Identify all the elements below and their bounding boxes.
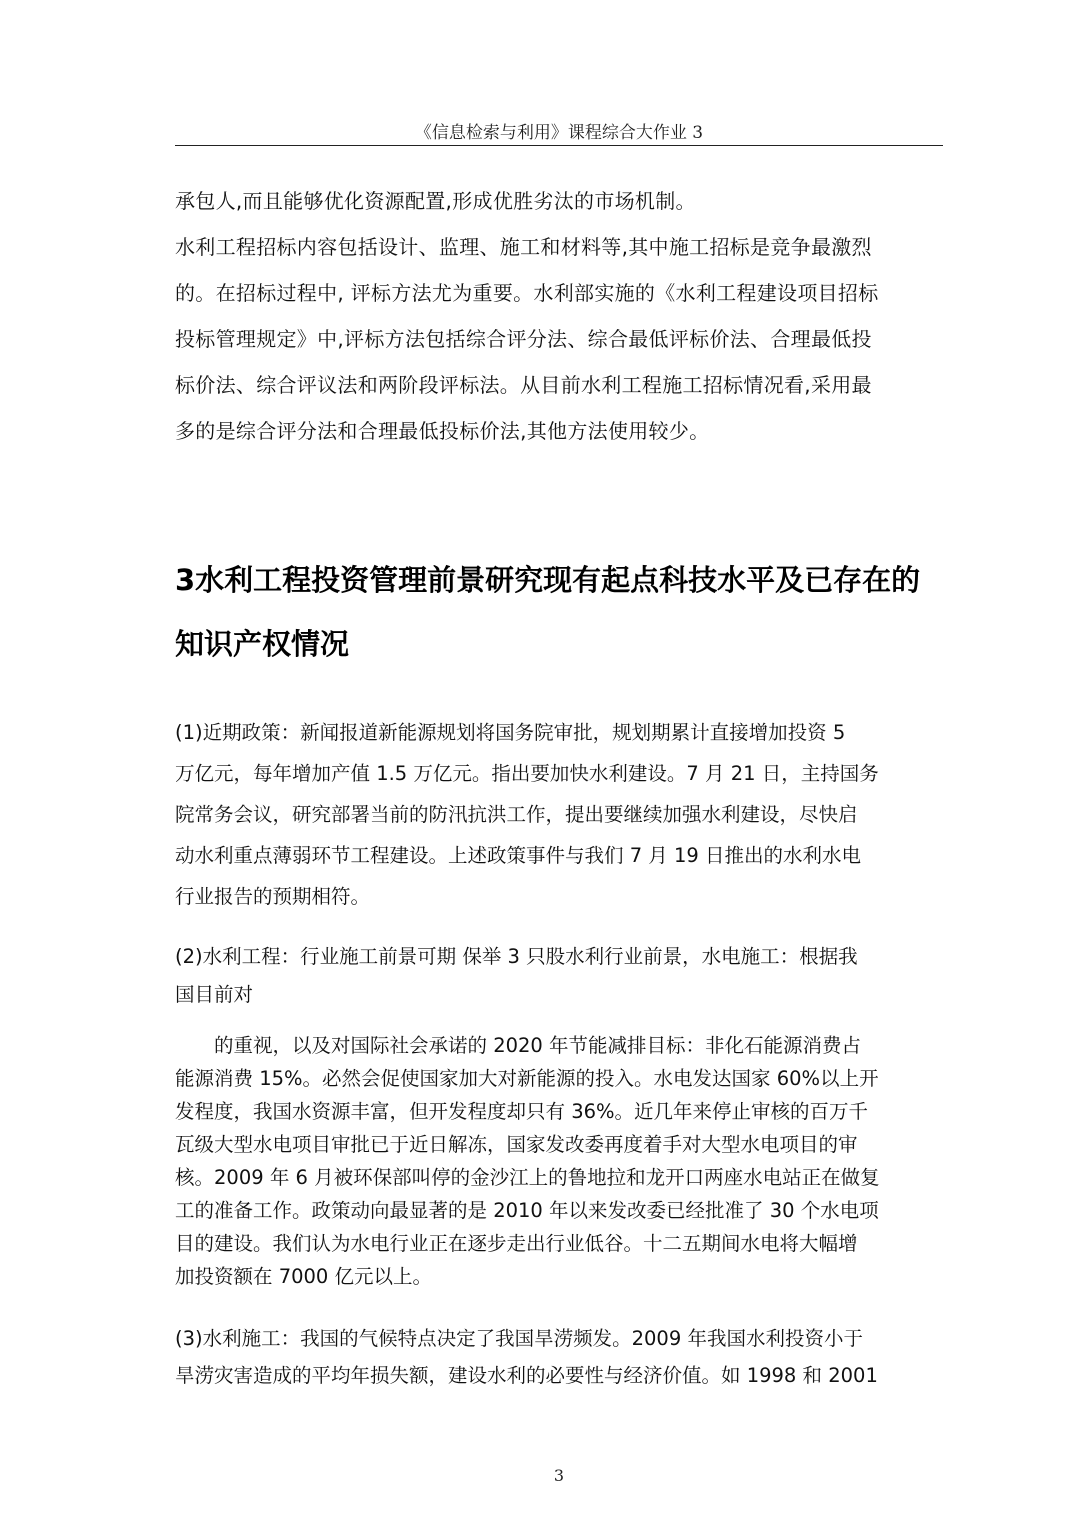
- text-line: 行业报告的预期相符。: [175, 885, 371, 908]
- text-line: 投标管理规定》中,评标方法包括综合评分法、综合最低评标价法、合理最低投: [175, 327, 872, 351]
- paragraph-policy: [175, 712, 945, 917]
- text-line: 国目前对: [175, 983, 254, 1006]
- paragraph-hydropower: [175, 1029, 945, 1293]
- text-line: 核。2009 年 6 月被环保部叫停的金沙江上的鲁地拉和龙开口两座水电站正在做复: [175, 1166, 880, 1189]
- text-line: (2)水利工程：行业施工前景可期 保举 3 只股水利行业前景，水电施工：根据我: [175, 945, 858, 968]
- heading-line: 3水利工程投资管理前景研究现有起点科技水平及已存在的: [175, 563, 921, 597]
- intro-paragraph: [175, 178, 945, 454]
- page-number: 3: [553, 1466, 565, 1485]
- text-line: 万亿元，每年增加产值 1.5 万亿元。指出要加快水利建设。7 月 21 日，主持国务: [175, 762, 879, 785]
- text-line: 承包人,而且能够优化资源配置,形成优胜劣汰的市场机制。: [175, 189, 696, 213]
- text-line: 发程度，我国水资源丰富，但开发程度却只有 36%。近几年来停止审核的百万千: [175, 1100, 869, 1123]
- text-line: 的。在招标过程中, 评标方法尤为重要。水利部实施的《水利工程建设项目招标: [175, 281, 879, 305]
- text-line: 瓦级大型水电项目审批已于近日解冻，国家发改委再度着手对大型水电项目的审: [175, 1133, 858, 1156]
- text-line: 旱涝灾害造成的平均年损失额，建设水利的必要性与经济价值。如 1998 和 2001: [175, 1364, 878, 1387]
- heading-line: 知识产权情况: [175, 627, 350, 661]
- text-line: (1)近期政策：新闻报道新能源规划将国务院审批，规划期累计直接增加投资 5: [175, 721, 846, 744]
- paragraph-engineering: [175, 938, 945, 1014]
- header-divider: [175, 145, 943, 146]
- text-line: 能源消费 15%。必然会促使国家加大对新能源的投入。水电发达国家 60%以上开: [175, 1067, 879, 1090]
- page-header: 《信息检索与利用》课程综合大作业 3: [414, 123, 704, 143]
- text-line: 标价法、综合评议法和两阶段评标法。从目前水利工程施工招标情况看,采用最: [175, 373, 872, 397]
- text-line: 加投资额在 7000 亿元以上。: [175, 1265, 433, 1288]
- text-line: 的重视，以及对国际社会承诺的 2020 年节能减排目标：非化石能源消费占: [175, 1034, 862, 1057]
- text-line: 目的建设。我们认为水电行业正在逐步走出行业低谷。十二五期间水电将大幅增: [175, 1232, 858, 1255]
- text-line: 动水利重点薄弱环节工程建设。上述政策事件与我们 7 月 19 日推出的水利水电: [175, 844, 862, 867]
- text-line: 工的准备工作。政策动向最显著的是 2010 年以来发改委已经批准了 30 个水电项: [175, 1199, 879, 1222]
- section-heading: [175, 548, 945, 676]
- text-line: (3)水利施工：我国的气候特点决定了我国旱涝频发。2009 年我国水利投资小于: [175, 1327, 863, 1350]
- text-line: 院常务会议，研究部署当前的防汛抗洪工作，提出要继续加强水利建设，尽快启: [175, 803, 858, 826]
- text-line: 多的是综合评分法和合理最低投标价法,其他方法使用较少。: [175, 419, 710, 443]
- text-line: 水利工程招标内容包括设计、监理、施工和材料等,其中施工招标是竞争最激烈: [175, 235, 872, 259]
- paragraph-construction: [175, 1320, 945, 1394]
